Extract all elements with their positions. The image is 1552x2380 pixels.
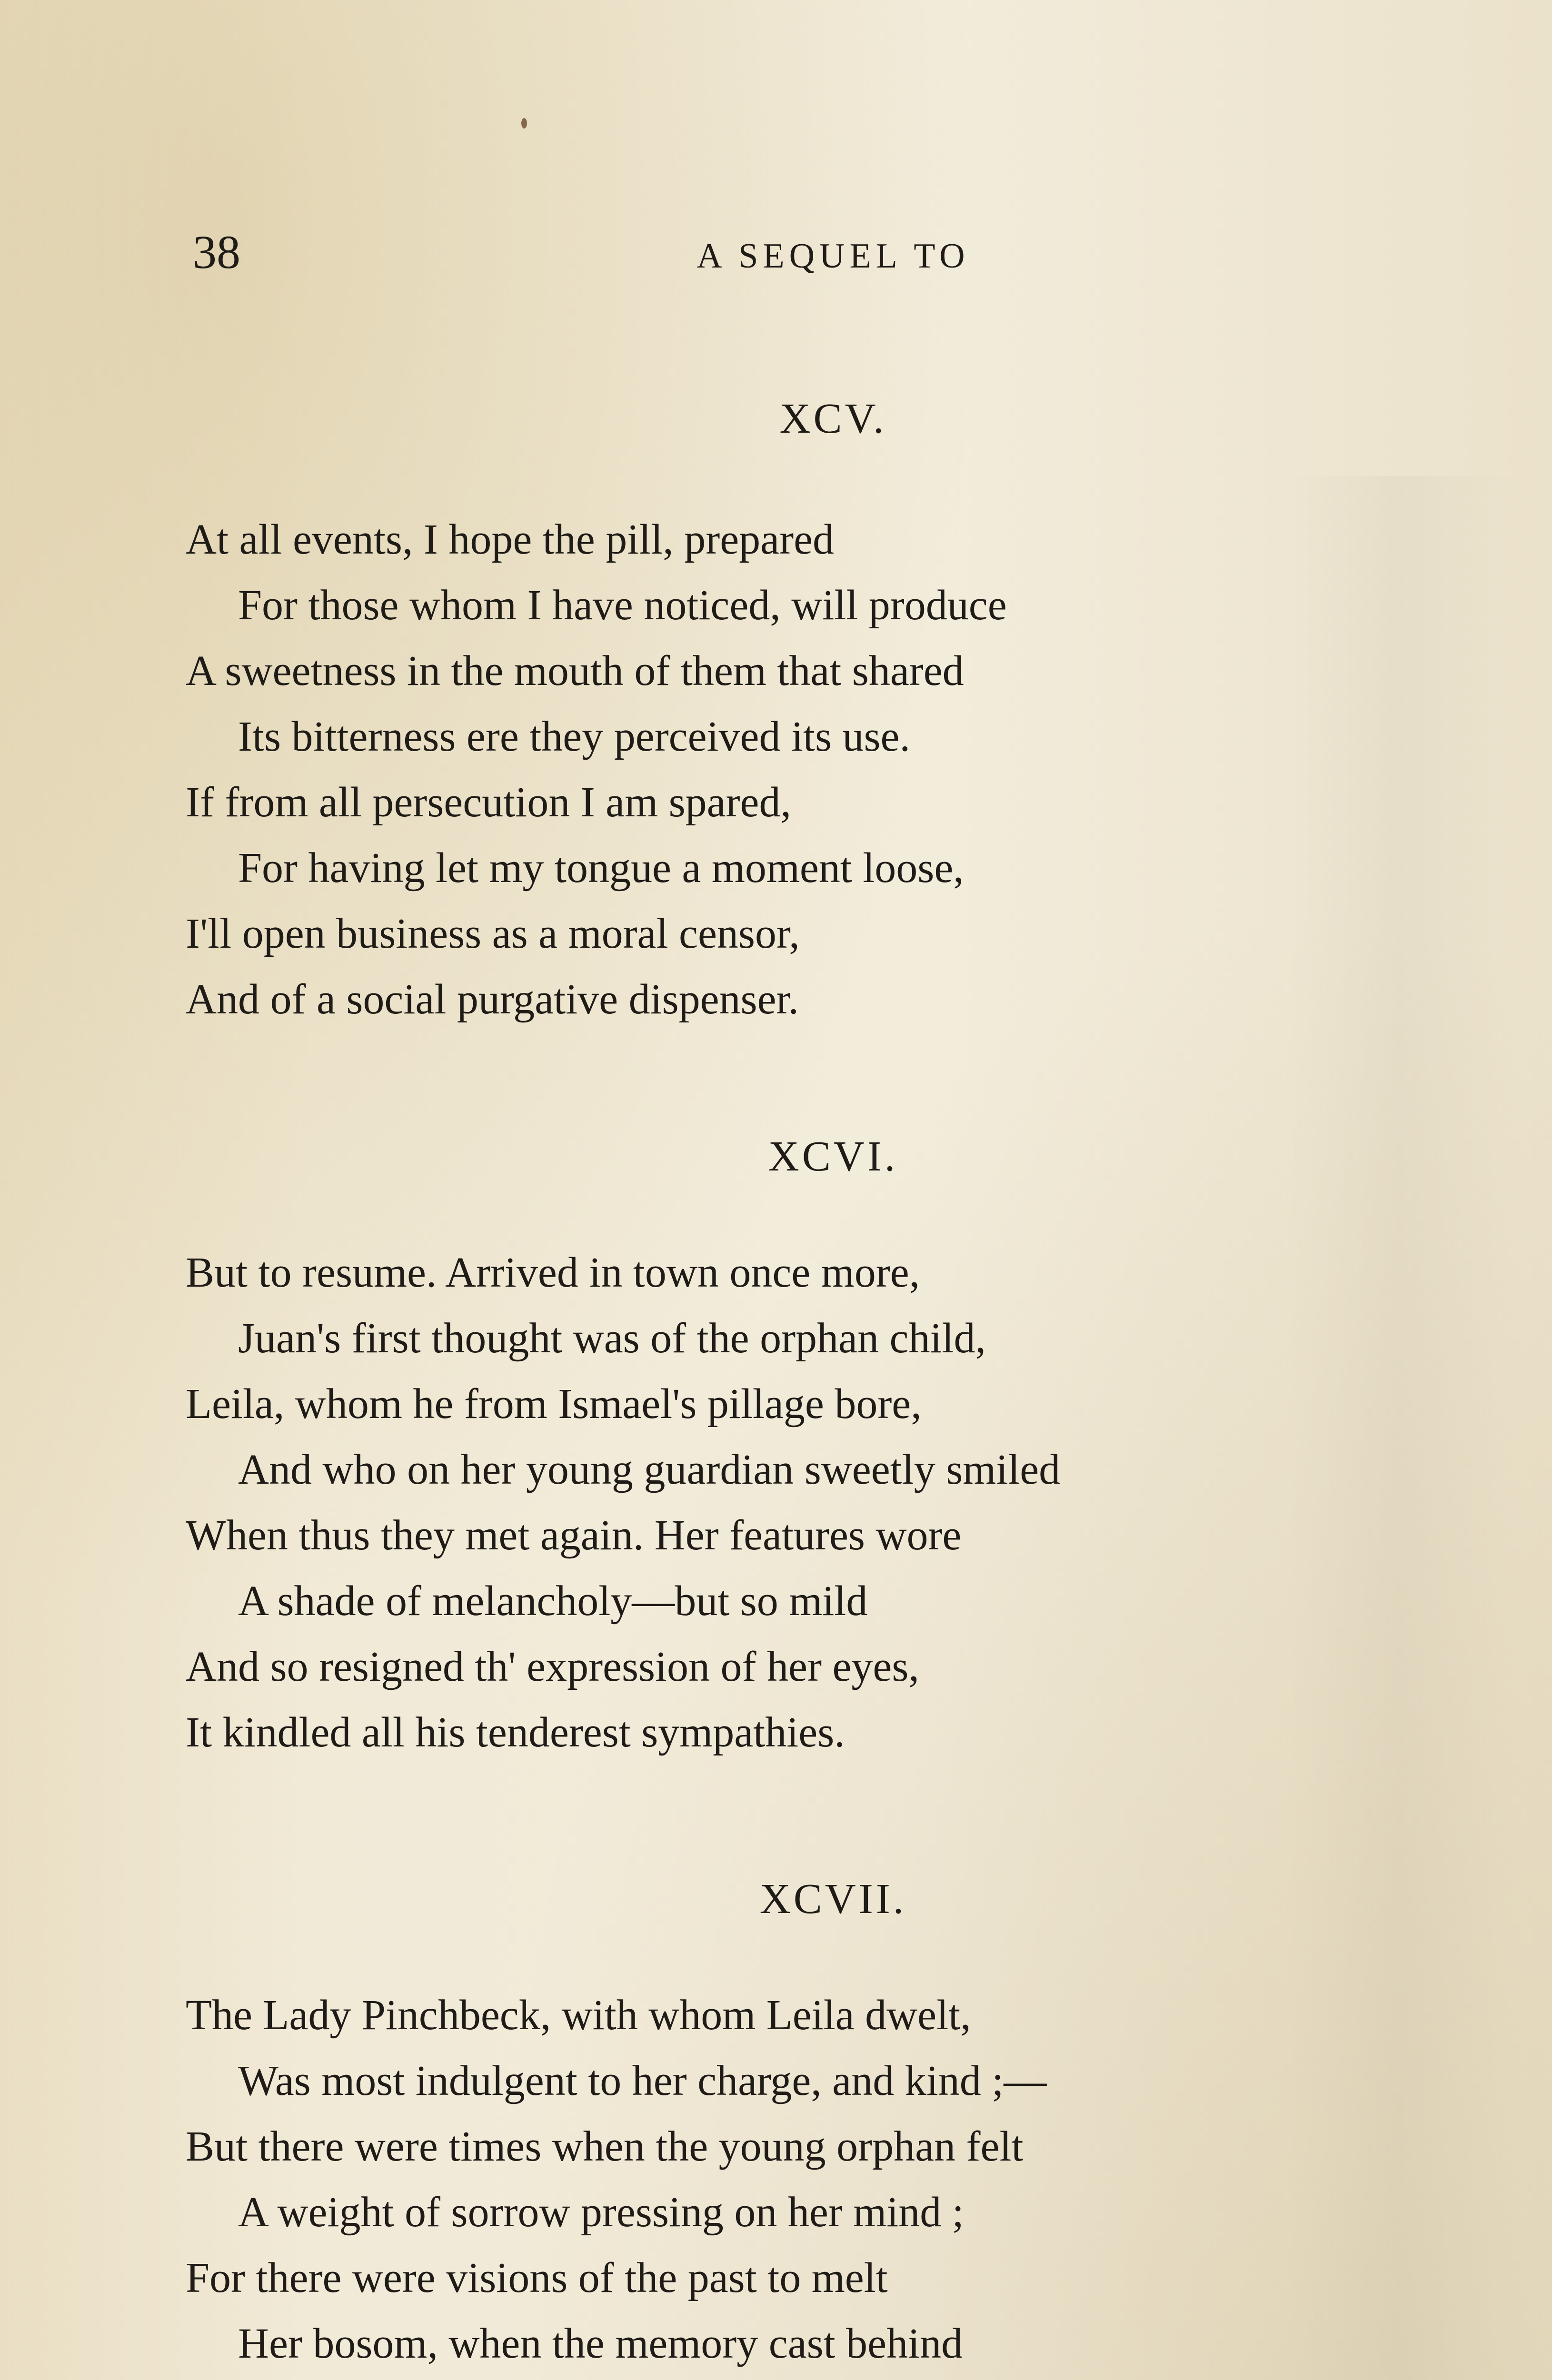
verse-line: When thus they met again. Her features wore — [186, 1512, 962, 1559]
stanza-number: XCVII. — [759, 1875, 907, 1923]
verse-line: Was most indulgent to her charge, and kind ;— — [238, 2057, 1047, 2104]
stanza — [186, 1240, 1376, 1765]
stanza-number: XCV. — [779, 395, 887, 442]
page-header — [0, 224, 1552, 281]
stanza — [186, 507, 1376, 1032]
verse-line: For having let my tongue a moment loose, — [238, 844, 964, 892]
verse-line: But to resume. Arrived in town once more, — [186, 1249, 920, 1296]
verse-line: It kindled all his tenderest sympathies. — [186, 1709, 845, 1756]
verse-line: The Lady Pinchbeck, with whom Leila dwelt, — [186, 1992, 971, 2039]
verse-line: If from all persecution I am spared, — [186, 779, 791, 826]
verse-line: At all events, I hope the pill, prepared — [186, 516, 835, 563]
verse-line: A shade of melancholy—but so mild — [238, 1577, 868, 1625]
verse-line: But there were times when the young orphan felt — [186, 2123, 1024, 2170]
verse-line: Its bitterness ere they perceived its use. — [238, 713, 911, 760]
verse-line: Her bosom, when the memory cast behind — [238, 2320, 963, 2367]
verse-line: For those whom I have noticed, will produce — [238, 582, 1007, 629]
ink-speck — [521, 118, 527, 129]
running-title: A SEQUEL TO — [696, 237, 970, 276]
stanza-number: XCVI. — [768, 1133, 898, 1180]
verse-line: Juan's first thought was of the orphan child, — [238, 1315, 986, 1362]
verse-line — [186, 2377, 1376, 2380]
page-number: 38 — [193, 226, 240, 278]
verse-line: A weight of sorrow pressing on her mind ; — [238, 2189, 964, 2236]
verse-line: A sweetness in the mouth of them that shared — [186, 647, 964, 694]
verse-line: For there were visions of the past to melt — [186, 2254, 888, 2301]
verse-line: Leila, whom he from Ismael's pillage bore, — [186, 1380, 922, 1428]
verse-line: And of a social purgative dispenser. — [186, 976, 799, 1023]
stanza — [186, 1983, 1376, 2380]
verse-line: And who on her young guardian sweetly smiled — [238, 1446, 1061, 1493]
verse-line: I'll open business as a moral censor, — [186, 910, 800, 957]
verse-line: And so resigned th' expression of her eyes, — [186, 1643, 919, 1690]
